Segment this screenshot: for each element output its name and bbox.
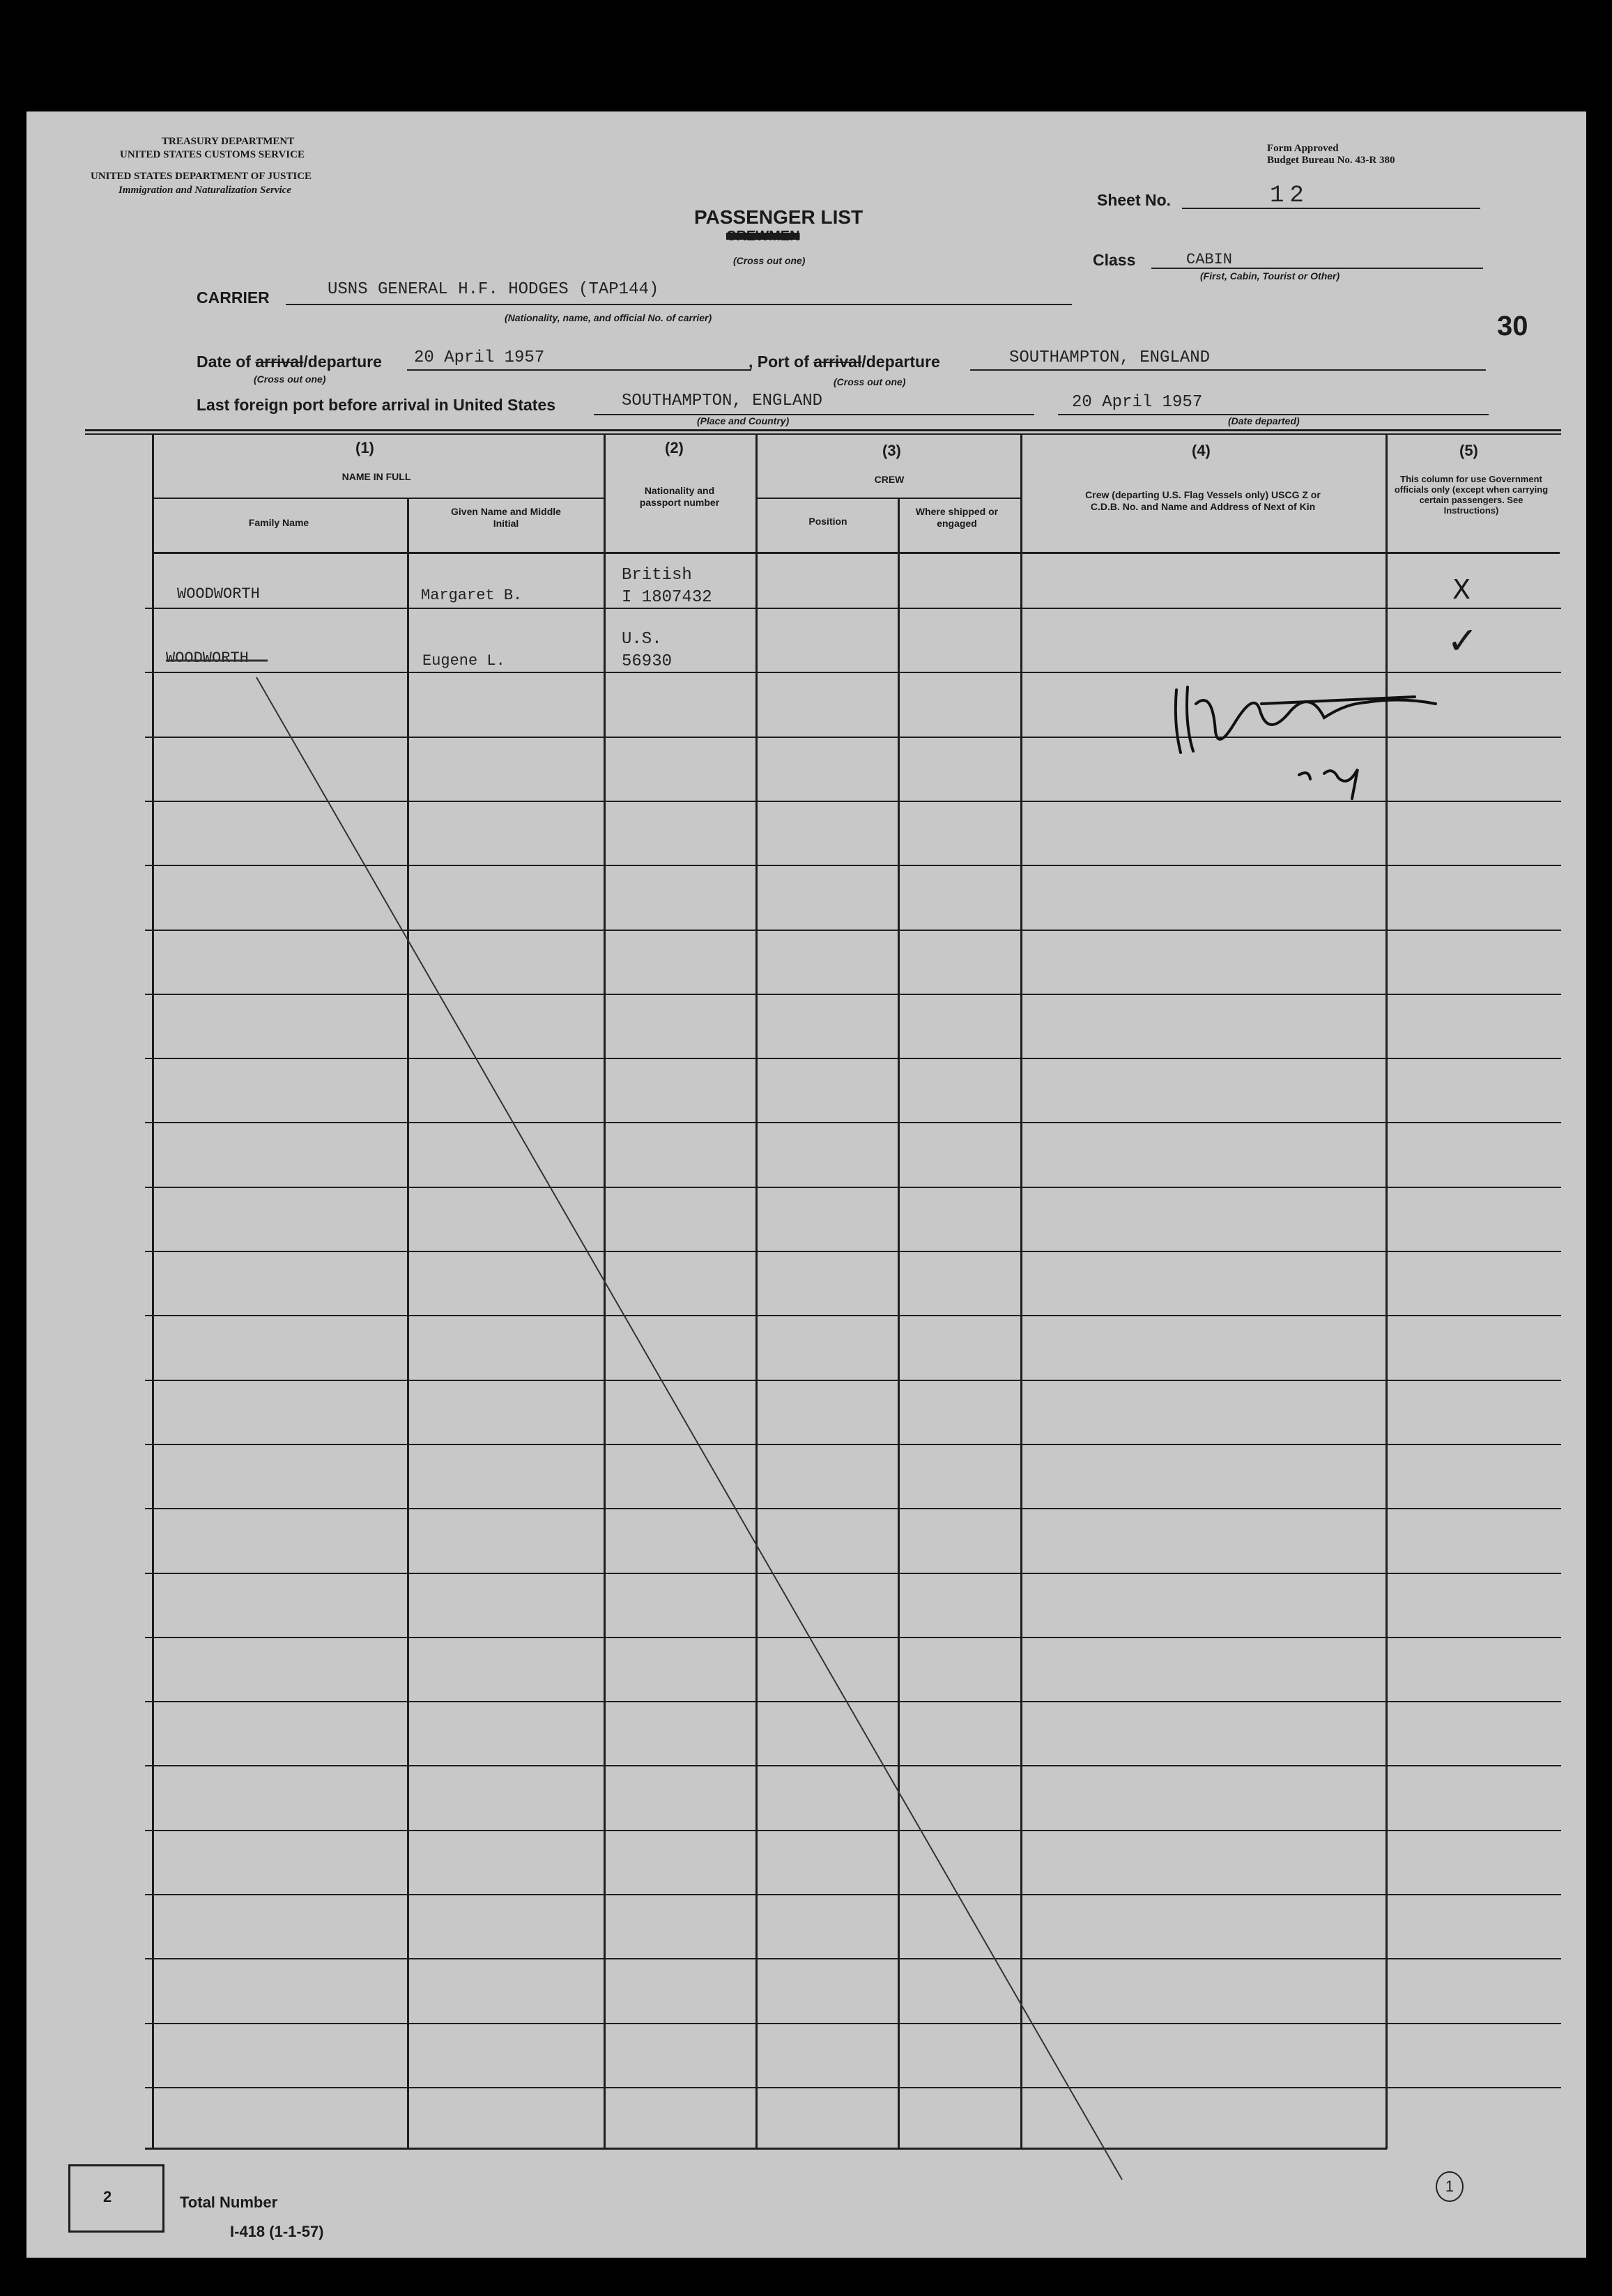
sheet-value: 12 — [1270, 183, 1310, 209]
row1-mark: X — [1452, 574, 1471, 605]
row1-nat2: I 1807432 — [622, 588, 712, 607]
page-title: PASSENGER LIST — [694, 206, 863, 228]
port-caption: (Cross out one) — [834, 376, 906, 387]
col1-number: (1) — [355, 439, 374, 456]
row2-given: Eugene L. — [422, 652, 505, 670]
row1-nat1: British — [622, 566, 692, 585]
agency-customs: UNITED STATES CUSTOMS SERVICE — [120, 149, 305, 160]
row2-nat2: 56930 — [622, 652, 673, 671]
date-departed-value: 20 April 1957 — [1072, 393, 1203, 412]
class-label: Class — [1093, 251, 1136, 269]
col4-heading: Crew (departing U.S. Flag Vessels only) USCG Z or C.D.B. No. and Name and Address of Next of Kin — [1085, 489, 1321, 512]
date-label: Date of arrival/departure — [197, 353, 382, 371]
col1a-heading: Family Name — [248, 517, 309, 528]
total-box — [68, 2164, 164, 2233]
title-caption: (Cross out one) — [733, 255, 806, 266]
col3-number: (3) — [882, 442, 901, 459]
col2-heading: Nationality and passport number — [639, 485, 720, 508]
port-label: , Port of arrival/departure — [749, 353, 940, 371]
total-label: Total Number — [180, 2194, 278, 2211]
col1b-heading: Given Name and Middle Initial — [451, 506, 561, 529]
col3-title: CREW — [874, 474, 905, 485]
row2-mark: ✓ — [1447, 619, 1479, 663]
handwritten-signature — [1176, 687, 1436, 799]
budget-bureau: Budget Bureau No. 43-R 380 — [1267, 155, 1395, 166]
col3a-heading: Position — [808, 516, 847, 527]
agency-ins: Immigration and Naturalization Service — [118, 185, 291, 196]
col4-number: (4) — [1192, 442, 1211, 459]
row2-family: WOODWORTH — [166, 649, 249, 667]
col5-heading: This column for use Government officials only (except when carrying certain passengers. See Instructions) — [1394, 474, 1549, 516]
last-port-caption: (Place and Country) — [697, 415, 790, 426]
class-value: CABIN — [1186, 251, 1233, 268]
sheet-label: Sheet No. — [1097, 191, 1172, 209]
page-number: 30 — [1497, 311, 1528, 341]
form-id: I-418 (1-1-57) — [230, 2223, 324, 2240]
last-port-value: SOUTHAMPTON, ENGLAND — [622, 392, 823, 410]
col3b-heading: Where shipped or engaged — [915, 506, 999, 529]
row1-given: Margaret B. — [421, 587, 523, 604]
carrier-label: CARRIER — [197, 288, 270, 307]
carrier-value: USNS GENERAL H.F. HODGES (TAP144) — [328, 280, 659, 299]
row1-family: WOODWORTH — [177, 585, 260, 603]
date-caption: (Cross out one) — [254, 373, 326, 385]
port-value: SOUTHAMPTON, ENGLAND — [1009, 348, 1211, 367]
agency-treasury: TREASURY DEPARTMENT — [162, 136, 295, 147]
col5-number: (5) — [1459, 442, 1478, 459]
circled-number: 1 — [1436, 2171, 1464, 2202]
col1-title: NAME IN FULL — [341, 471, 411, 482]
carrier-caption: (Nationality, name, and official No. of carrier) — [505, 312, 712, 323]
class-caption: (First, Cabin, Tourist or Other) — [1200, 270, 1340, 282]
row2-nat1: U.S. — [622, 630, 662, 649]
title-struck: CREWMEN — [726, 229, 800, 244]
last-port-label: Last foreign port before arrival in United States — [197, 396, 556, 414]
date-departed-caption: (Date departed) — [1228, 415, 1300, 426]
total-value: 2 — [103, 2188, 112, 2205]
form-approved: Form Approved — [1267, 143, 1339, 154]
agency-justice: UNITED STATES DEPARTMENT OF JUSTICE — [91, 171, 312, 182]
col2-number: (2) — [665, 439, 684, 456]
date-value: 20 April 1957 — [414, 348, 545, 367]
